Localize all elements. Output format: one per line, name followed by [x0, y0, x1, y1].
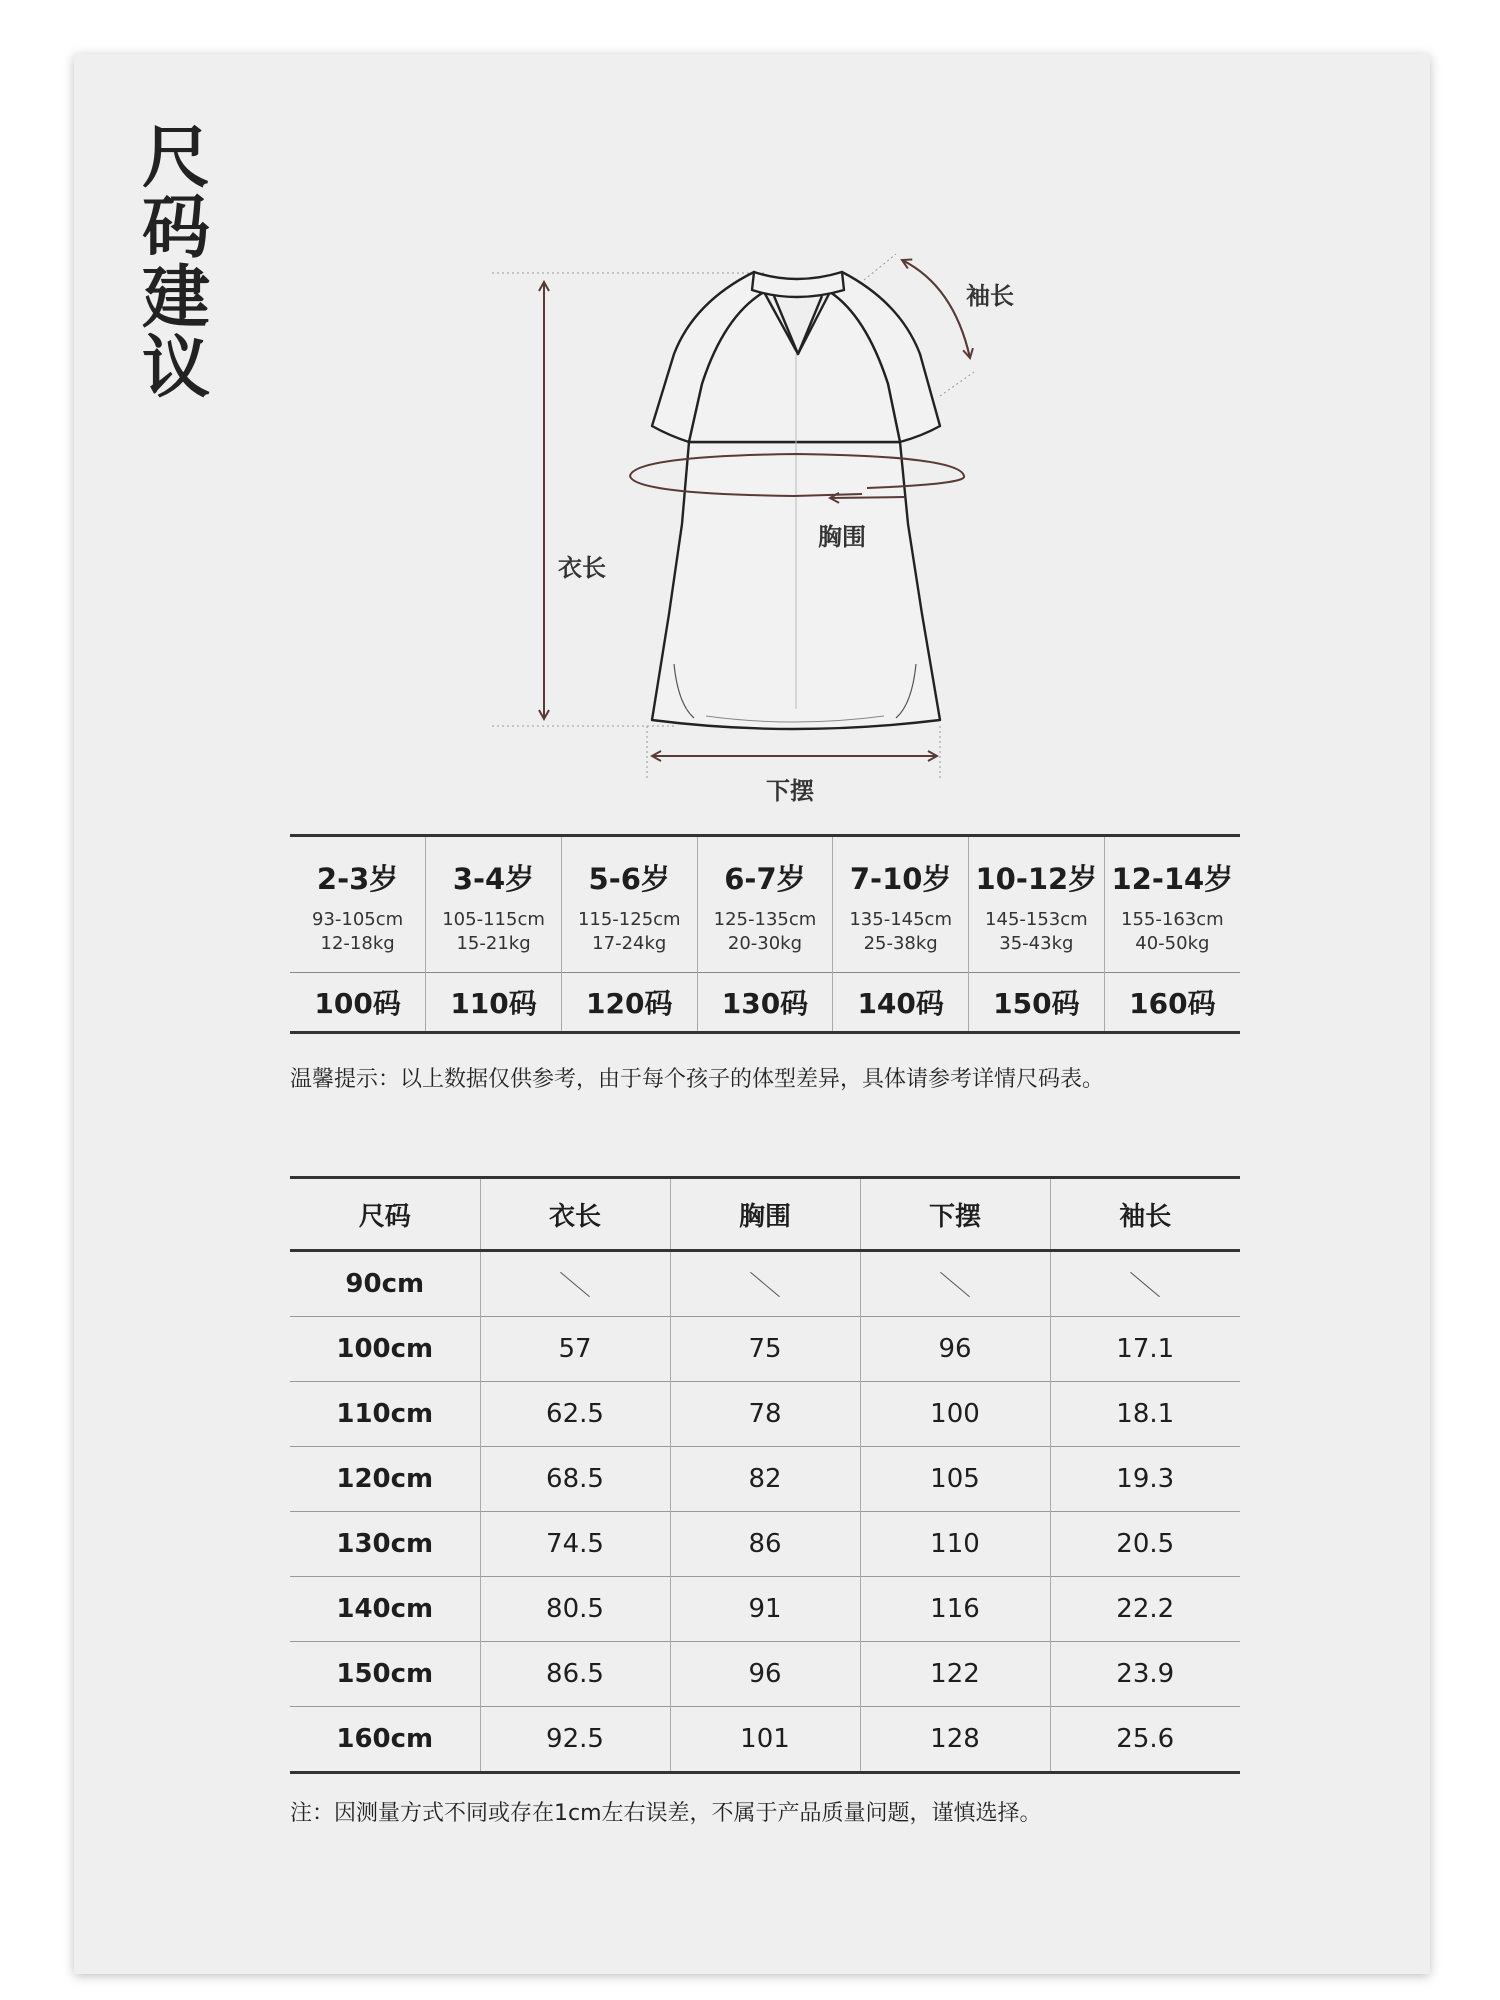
measurement-table: [290, 1176, 1240, 1774]
size-guide-sheet: [74, 54, 1430, 1974]
recommended-size-row: [290, 973, 1240, 1033]
diagonal-slash: [750, 1272, 780, 1297]
empty-cell: [860, 1251, 1050, 1317]
age-cell: 12-14岁 155-163cm 40-50kg: [1104, 836, 1240, 973]
footnote-text: 注：因测量方式不同或存在1cm左右误差，不属于产品质量问题，谨慎选择。: [290, 1801, 1042, 1826]
age-cell: 2-3岁 93-105cm 12-18kg: [312, 862, 404, 954]
page-title: 尺 码 建 议: [141, 119, 210, 408]
header-chest: 胸围: [670, 1178, 860, 1251]
length-label: 衣长: [558, 554, 606, 582]
age-size-table: [290, 834, 1240, 1034]
table-row: 120cm 68.5 82 105 19.3: [290, 1447, 1240, 1512]
table-row: 110cm 62.5 78 100 18.1: [290, 1382, 1240, 1447]
diagonal-slash: [940, 1272, 970, 1297]
table-row: 160cm 92.5 101 128 25.6: [290, 1707, 1240, 1773]
size-code: 130码: [697, 973, 833, 1033]
size-code: 150码: [969, 973, 1105, 1033]
age-cell: 3-4岁 105-115cm 15-21kg: [426, 836, 562, 973]
sleeve-label: 袖长: [966, 282, 1014, 310]
age-cell: 6-7岁 125-135cm 20-30kg: [697, 836, 833, 973]
header-length: 衣长: [480, 1178, 670, 1251]
size-code: 120码: [561, 973, 697, 1033]
empty-cell: [480, 1251, 670, 1317]
garment-diagram: [74, 54, 1430, 814]
header-sleeve: 袖长: [1050, 1178, 1240, 1251]
age-cell: 5-6岁 115-125cm 17-24kg: [561, 836, 697, 973]
table-row: 150cm 86.5 96 122 23.9: [290, 1642, 1240, 1707]
table-row: 100cm 57 75 96 17.1: [290, 1317, 1240, 1382]
chest-label: 胸围: [818, 523, 866, 551]
diagonal-slash: [560, 1272, 590, 1297]
size-code: 160码: [1104, 973, 1240, 1033]
size-code: 140码: [833, 973, 969, 1033]
header-size: 尺码: [290, 1178, 480, 1251]
tip-text: 温馨提示：以上数据仅供参考，由于每个孩子的体型差异，具体请参考详情尺码表。: [290, 1067, 1105, 1092]
age-row: [290, 836, 1240, 973]
table-header-row: [290, 1178, 1240, 1251]
age-cell: 10-12岁 145-153cm 35-43kg: [969, 836, 1105, 973]
diagonal-slash: [1130, 1272, 1160, 1297]
empty-cell: [670, 1251, 860, 1317]
table-row: 90cm: [290, 1251, 1240, 1317]
size-code: 110码: [426, 973, 562, 1033]
table-row: 140cm 80.5 91 116 22.2: [290, 1577, 1240, 1642]
header-hem: 下摆: [860, 1178, 1050, 1251]
empty-cell: [1050, 1251, 1240, 1317]
table-row: 130cm 74.5 86 110 20.5: [290, 1512, 1240, 1577]
size-code: 100码: [290, 973, 426, 1033]
hem-label: 下摆: [766, 777, 814, 805]
age-cell: 7-10岁 135-145cm 25-38kg: [833, 836, 969, 973]
